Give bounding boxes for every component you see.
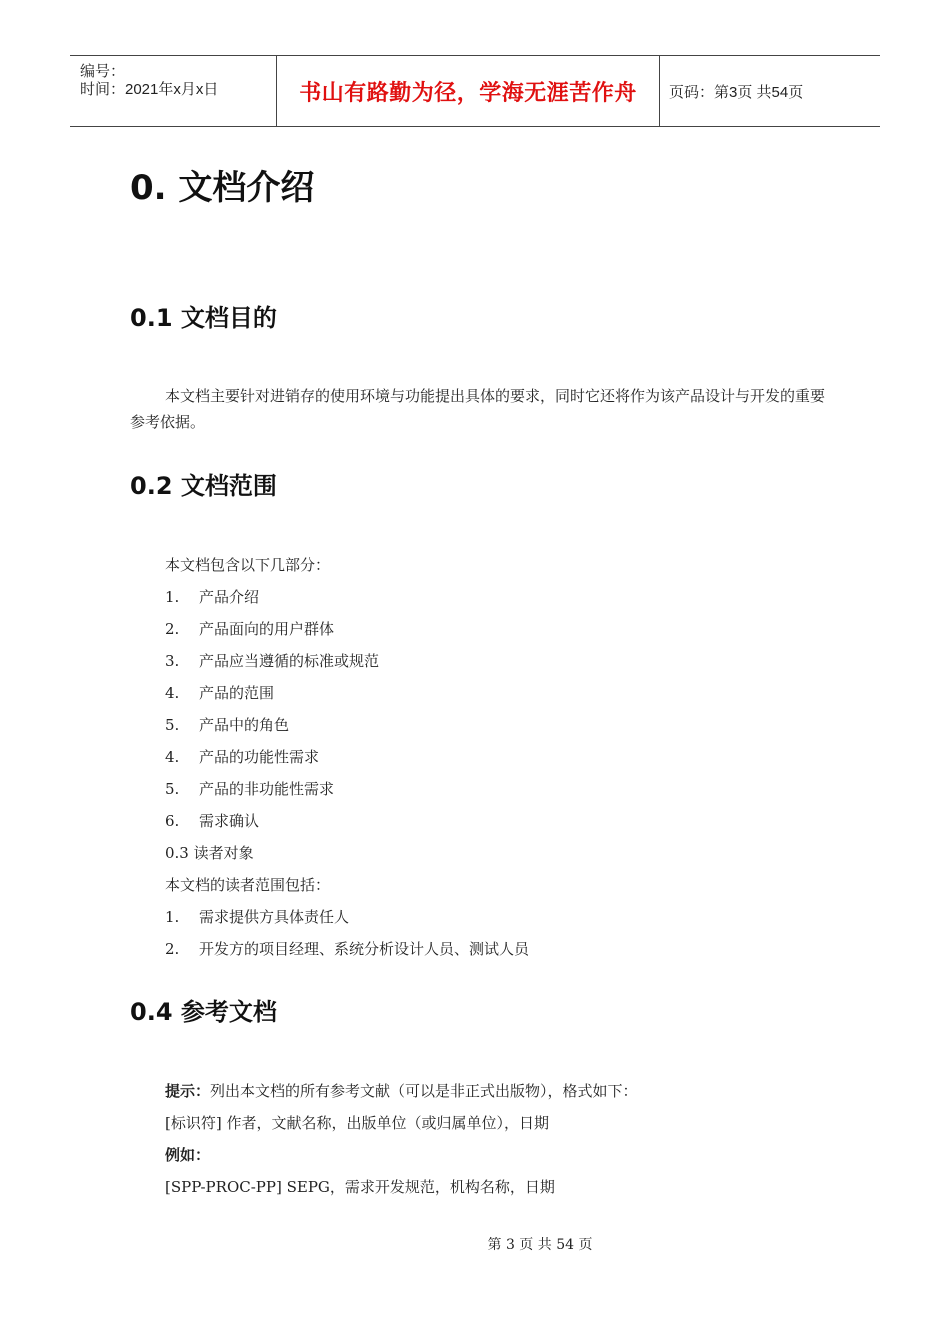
list-item xyxy=(165,746,319,767)
list-text: 产品面向的用户群体 xyxy=(199,620,335,638)
list-item xyxy=(165,906,349,927)
header-motto-cell xyxy=(276,56,660,126)
scope-intro: 本文档包含以下几部分： xyxy=(165,556,331,574)
list-number: 4. xyxy=(165,684,180,702)
section-heading-scope: 0.2 文档范围 xyxy=(130,472,277,500)
list-number: 2. xyxy=(165,620,180,638)
hint-label: 提示： xyxy=(165,1082,211,1100)
list-text: 产品的功能性需求 xyxy=(199,748,320,766)
list-item xyxy=(165,586,259,607)
readers-intro: 本文档的读者范围包括： xyxy=(165,876,331,894)
example-label: 例如： xyxy=(165,1146,211,1164)
list-item xyxy=(165,778,334,799)
references-hint xyxy=(165,1080,638,1101)
section-heading-readers: 0.3 读者对象 xyxy=(165,844,254,862)
list-item xyxy=(165,618,334,639)
header-left-cell xyxy=(70,56,276,126)
list-number: 3. xyxy=(165,652,180,670)
list-number: 1. xyxy=(165,588,180,606)
list-number: 6. xyxy=(165,812,180,830)
list-number: 4. xyxy=(165,748,180,766)
list-item xyxy=(165,810,259,831)
list-number: 2. xyxy=(165,940,180,958)
hint-text: 列出本文档的所有参考文献（可以是非正式出版物），格式如下： xyxy=(210,1082,638,1100)
list-text: 需求确认 xyxy=(199,812,260,830)
list-text: 需求提供方具体责任人 xyxy=(199,908,350,926)
list-text: 产品应当遵循的标准或规范 xyxy=(199,652,380,670)
footer-page-number: 第 3 页 共 54 页 xyxy=(487,1237,593,1253)
list-text: 产品的范围 xyxy=(199,684,275,702)
list-text: 开发方的项目经理、系统分析设计人员、测试人员 xyxy=(199,940,530,958)
page-footer xyxy=(0,1234,950,1254)
doc-number-label: 编号： xyxy=(80,63,126,80)
doc-title: 0. 文档介绍 xyxy=(130,168,315,208)
list-item xyxy=(165,682,274,703)
references-example: [SPP-PROC-PP] SEPG，需求开发规范，机构名称，日期 xyxy=(165,1178,555,1196)
list-text: 产品介绍 xyxy=(199,588,260,606)
list-number: 5. xyxy=(165,716,180,734)
header-page-info: 页码：第3页 共54页 xyxy=(669,83,804,101)
list-item xyxy=(165,938,529,959)
list-item xyxy=(165,714,289,735)
motto-text: 书山有路勤为径，学海无涯苦作舟 xyxy=(299,80,637,106)
purpose-paragraph: 本文档主要针对进销存的使用环境与功能提出具体的要求，同时它还将作为该产品设计与开发的重要参考依据。 xyxy=(130,387,826,431)
list-number: 1. xyxy=(165,908,180,926)
references-format: [标识符] 作者，文献名称，出版单位（或归属单位），日期 xyxy=(165,1114,549,1132)
doc-time-label: 时间：2021年x月x日 xyxy=(80,81,219,98)
list-item xyxy=(165,650,379,671)
list-number: 5. xyxy=(165,780,180,798)
page-header xyxy=(70,55,880,127)
section-heading-purpose: 0.1 文档目的 xyxy=(130,304,277,332)
list-text: 产品中的角色 xyxy=(199,716,290,734)
list-text: 产品的非功能性需求 xyxy=(199,780,335,798)
section-heading-references: 0.4 参考文档 xyxy=(130,998,277,1026)
